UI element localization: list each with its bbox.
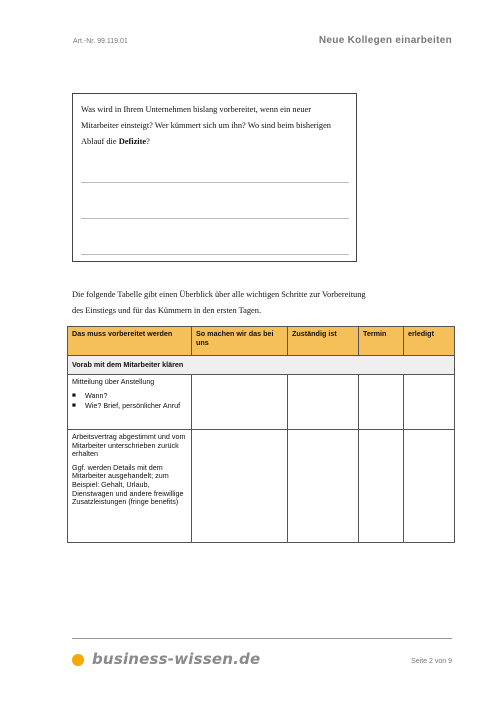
table-row [68,375,455,430]
task-cell [68,430,192,543]
column-header: Das muss vorbereitet werden [68,327,192,356]
responsible-cell[interactable] [288,430,359,543]
responsible-cell[interactable] [288,375,359,430]
answer-line [81,218,349,219]
column-header: erledigt [404,327,455,356]
table-header-row [68,327,455,356]
done-cell[interactable] [404,375,455,430]
article-number: Art.-Nr. 99.119.01 [73,38,128,45]
page-number: Seite 2 von 9 [411,658,452,665]
question-text [81,102,349,150]
task-text: Ggf. werden Details mit dem Mitarbeiter ausgehandelt; zum Beispiel: Gehalt, Urlaub, Dienstwagen und andere freiwillige Zusatzleistungen (fringe benefits) [72,462,184,507]
document-title: Neue Kollegen einarbeiten [318,35,452,46]
section-row [68,356,455,375]
table-row [68,430,455,543]
task-text: Arbeitsvertrag abgestimmt und vom Mitarbeiter unterschrieben zurück erhalten [72,432,186,459]
section-title: Vorab mit dem Mitarbeiter klären [68,356,455,375]
footer-rule [72,638,452,639]
square-bullet-icon: ■ [72,391,76,399]
answer-line [81,182,349,183]
steps-table [67,326,455,543]
logo-dot-icon [72,654,84,666]
date-cell[interactable] [359,375,404,430]
how-cell[interactable] [192,430,288,543]
bullet-text: Wann? [85,390,108,400]
list-item [72,392,187,401]
column-header: Termin [359,327,404,356]
task-title: Mitteilung über Anstellung [72,377,155,386]
intro-text: Die folgende Tabelle gibt einen Überblick über alle wichtigen Schritte zur Vorbereitung des Einstiegs und für das Kümmern in den ersten Tagen. [72,290,366,315]
answer-line [81,254,349,255]
date-cell[interactable] [359,430,404,543]
column-header: So machen wir das bei uns [192,327,288,356]
bullet-text: Wie? Brief, persönlicher Anruf [85,401,181,411]
task-cell [68,375,192,430]
square-bullet-icon: ■ [72,402,76,410]
how-cell[interactable] [192,375,288,430]
question-text-main: Was wird in Ihrem Unternehmen bislang vorbereitet, wenn ein neuer Mitarbeiter einsteigt? Wer kümmert sich um ihn? Wo sind beim bisherigen Ablauf die [81,105,331,146]
question-box [72,93,357,262]
done-cell[interactable] [404,430,455,543]
task-bullets [72,392,187,411]
column-header: Zuständig ist [288,327,359,356]
list-item [72,402,187,411]
question-text-end: ? [146,137,150,146]
question-text-bold: Defizite [118,137,147,146]
logo-text: business-wissen.de [92,650,261,668]
